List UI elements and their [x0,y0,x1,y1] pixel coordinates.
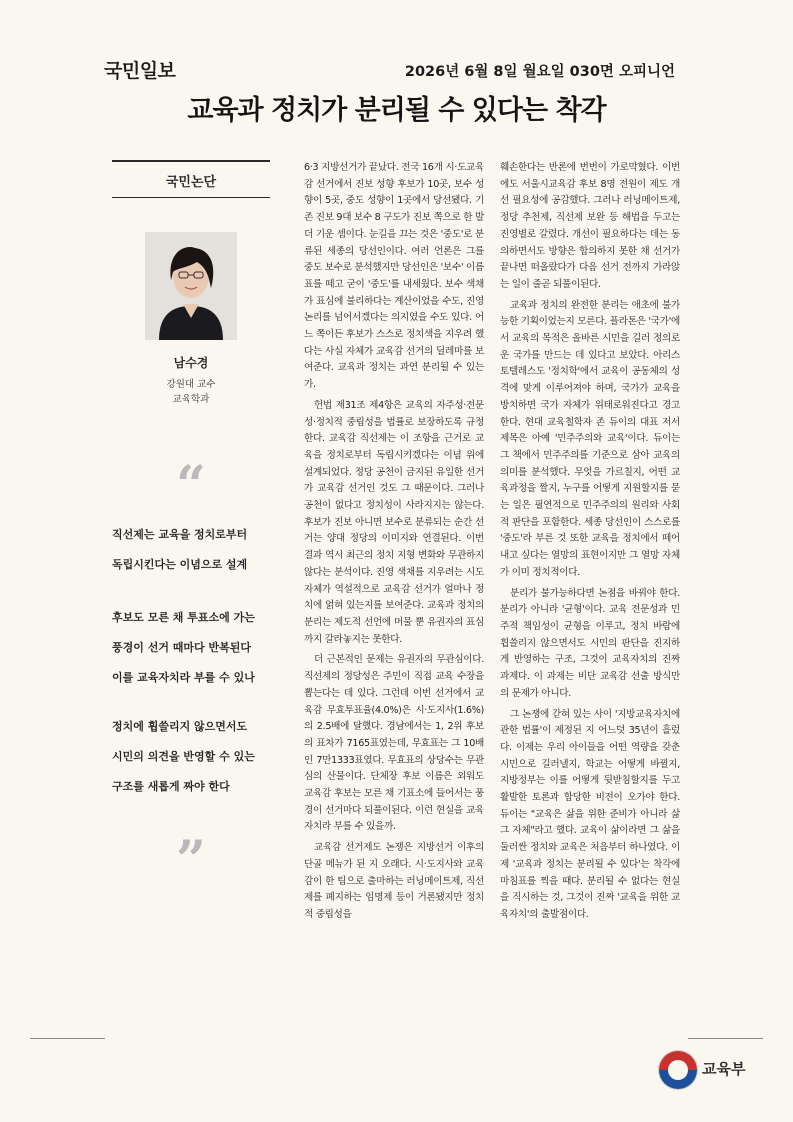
affiliation-title: 강원대 교수 [166,379,216,390]
close-quote-icon: ” [176,830,206,891]
paragraph: 더 근본적인 문제는 유권자의 무관심이다. 직선제의 정당성은 주민이 직접 교육 수장을 뽑는다는 데 있다. 그런데 이번 선거에서 교육감 무효투표율(4.0%)은 시·도지사(1.6%)의 2.5배에 달했다. 경남에서는 1, 2위 후보의 표차가 7165표였는데, 무효표는 그 10배인 7만1333표였다. 무효표의 상당수는 무관심의 산물이다. 단체장 후보 이름은 외워도 교육감 후보는 모른 채 기표소에 들어서는 풍경이 선거마다 되풀이된다. 이런 현실을 교육자치라 부를 수 있을까. [304,654,484,833]
masthead [0,0,793,90]
paragraph: 6·3 지방선거가 끝났다. 전국 16개 시·도교육감 선거에서 진보 성향 후보가 10곳, 보수 성향이 5곳, 중도 성향이 1곳에서 당선됐다. 기존 진보 9대 보수 8 구도가 진보 쪽으로 한 발 더 기운 셈이다. 눈길을 끄는 것은 '중도'로 분류된 세종의 당선인이다. 여러 언론은 그를 중도 보수로 분석했지만 당선인은 '보수' 이름표를 떼고 굳이 '중도'를 내세웠다. 보수 색채가 표심에 불리하다는 계산이었을 수도, 진영 논리를 넘어서겠다는 의지였을 수도 있다. 어느 쪽이든 후보가 스스로 정치색을 지우려 했다는 사실 자체가 교육감 선거의 딜레마를 보여준다. 교육과 정치는 과연 분리될 수 있는가. [304,162,484,391]
pull-quote-3 [112,712,292,802]
section-label: 국민논단 [112,160,270,198]
pull-quote-line: 구조를 새롭게 짜야 한다 [112,780,230,793]
pull-quote-line: 직선제는 교육을 정치로부터 [112,528,248,541]
pull-quote-line: 시민의 의견을 반영할 수 있는 [112,750,255,763]
footer-rule-left [30,1038,105,1039]
body-column-2 [500,160,680,928]
ministry-logo-icon [658,1050,698,1090]
paragraph: 훼손한다는 반론에 번번이 가로막혔다. 이번에도 서울시교육감 후보 8명 전원이 제도 개선 필요성에 공감했다. 그러나 러닝메이트제, 정당 추천제, 직선제 보완 등 해법을 두고는 진영별로 갈렸다. 개선이 필요하다는 데는 동의하면서도 방향은 합의하지 못한 채 선거가 끝나면 떠올랐다가 다음 선거 전까지 가라앉는 일이 줄곧 되풀이된다. [500,162,680,290]
author-portrait-icon [145,232,237,340]
author-affiliation [112,377,270,407]
pull-quote-line: 풍경이 선거 때마다 반복된다 [112,641,251,654]
author-photo [145,232,237,340]
headline: 교육과 정치가 분리될 수 있다는 착각 [187,95,606,126]
pull-quote-1 [112,520,292,580]
pull-quote-line: 이를 교육자치라 부를 수 있나 [112,671,255,684]
paragraph: 헌법 제31조 제4항은 교육의 자주성·전문성·정치적 중립성을 법률로 보장하도록 규정한다. 교육감 직선제는 이 조항을 근거로 교육을 정치로부터 독립시키겠다는 이념 위에 설계되었다. 정당 공천이 금지된 유일한 선거가 교육감 선거인 것도 그 때문이다. 그러나 공천이 없다고 정치성이 사라지지는 않는다. 후보가 진보 아니면 보수로 분류되는 순간 선거는 양대 정당의 이미지와 연결된다. 이번 결과 역시 최근의 정치 지형 변화와 무관하지 않다는 분석이다. 진영 색채를 지우려는 시도 자체가 역설적으로 교육감 선거가 얼마나 정치에 얽혀 있는지를 보여준다. 교육과 정치의 분리는 제도적 선언에 머물 뿐 유권자의 표심까지 갈라놓지는 못한다. [304,399,484,645]
pull-quote-line: 후보도 모른 채 투표소에 가는 [112,611,255,624]
author-name: 남수경 [173,356,209,370]
dateline: 2026년 6월 8일 월요일 030면 오피니언 [404,64,675,80]
paragraph: 그 논쟁에 갇혀 있는 사이 '지방교육자치에 관한 법률'이 제정된 지 어느덧 35년이 흘렀다. 이제는 우리 아이들을 어떤 역량을 갖춘 시민으로 길러낼지, 학교는 어떻게 바뀔지, 지방정부는 이를 어떻게 뒷받침할지를 두고 활발한 토론과 합당한 비전이 오가야 한다. 듀이는 "교육은 삶을 위한 준비가 아니라 삶 그 자체"라고 했다. 교육이 삶이라면 그 삶을 둘러싼 정치와 교육은 처음부터 하나였다. 이제 '교육과 정치는 분리될 수 있다'는 착각에 마침표를 찍을 때다. 분리될 수 없다는 현실을 직시하는 것, 그것이 진짜 '교육을 위한 교육자치'의 출발점이다. [500,708,680,920]
paragraph: 분리가 불가능하다면 논점을 바꿔야 한다. 분리가 아니라 '균형'이다. 교육 전문성과 민주적 책임성이 균형을 이루고, 정치 바람에 휩쓸리지 않으면서도 시민의 판단을 진지하게 반영하는 구조, 그것이 교육자치의 진짜 과제다. 이 과제는 비단 교육감 선출 방식만의 문제가 아니다. [500,587,680,699]
footer-rule-right [688,1038,763,1039]
newspaper-name: 국민일보 [104,60,176,82]
body-column-1 [304,160,484,928]
pull-quote-2 [112,603,292,693]
pull-quote-line: 정치에 휩쓸리지 않으면서도 [112,720,248,733]
paragraph: 교육과 정치의 완전한 분리는 애초에 불가능한 기획이었는지 모른다. 플라톤은 '국가'에서 교육의 목적은 올바른 시민을 길러 정의로운 국가를 만드는 데 있다고 보았다. 아리스토텔레스도 '정치학'에서 교육이 공동체의 성격에 맞게 이루어져야 하며, 국가가 교육을 방치하면 국가 자체가 위태로워진다고 경고한다. 현대 교육철학자 존 듀이의 대표 저서 제목은 아예 '민주주의와 교육'이다. 듀이는 그 책에서 민주주의를 기준으로 삼아 교육의 의미를 분석했다. 무엇을 가르칠지, 어떤 교육과정을 짤지, 누구를 어떻게 지원할지를 묻는 일은 필연적으로 민주주의의 원리와 사회적 판단을 포함한다. 세종 당선인이 스스로를 '중도'라 부른 것 또한 교육을 정치에서 떼어내고 싶다는 열망의 표현이지만 그 열망 자체가 이미 정치적이다. [500,299,680,578]
paragraph: 교육감 선거제도 논쟁은 지방선거 이후의 단골 메뉴가 된 지 오래다. 시·도지사와 교육감이 한 팀으로 출마하는 러닝메이트제, 직선제를 폐지하는 임명제 등이 거론됐지만 정치적 중립성을 [304,842,484,920]
open-quote-icon: “ [176,455,206,516]
affiliation-dept: 교육학과 [172,394,210,405]
ministry-name: 교육부 [702,1060,746,1078]
pull-quote-line: 독립시킨다는 이념으로 설계 [112,558,248,571]
author-sidebar [112,160,270,407]
